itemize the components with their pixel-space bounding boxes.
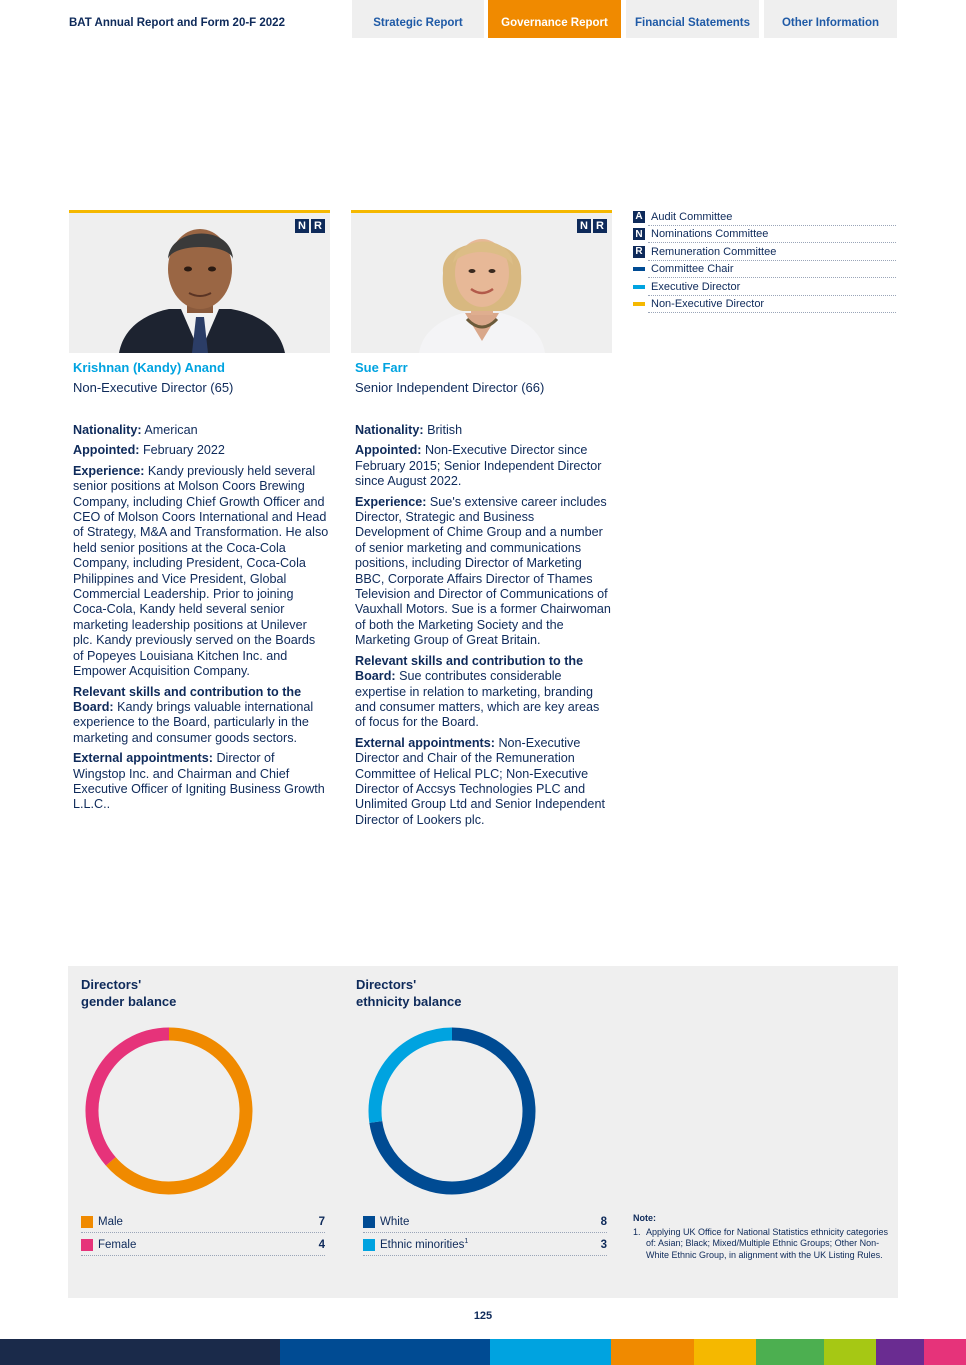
- director-bio: [73, 423, 329, 818]
- ethnicity-stats: [363, 1210, 607, 1256]
- director-name: Krishnan (Kandy) Anand: [73, 360, 225, 375]
- legend-item: [633, 261, 896, 279]
- committee-badges: [577, 219, 607, 233]
- legend-item: [633, 243, 896, 261]
- stat-value: 8: [600, 1215, 607, 1228]
- stat-value: 3: [600, 1238, 607, 1251]
- skills-label: Relevant skills and contribution to the Board:: [73, 684, 302, 714]
- ethnic-minorities-swatch: [363, 1239, 375, 1251]
- legend-item: [633, 226, 896, 244]
- nationality-value: American: [144, 423, 198, 437]
- footer-stripe-segment: [876, 1339, 924, 1365]
- footer-stripe-segment: [756, 1339, 824, 1365]
- nominations-badge: N: [295, 219, 309, 233]
- footer-stripe-segment: [280, 1339, 490, 1365]
- ethnicity-title-line1: Directors': [356, 977, 417, 992]
- director-photo-farr: [351, 210, 612, 353]
- white-swatch: [363, 1216, 375, 1228]
- non-executive-director-bar-icon: [633, 302, 645, 306]
- footer-stripe-segment: [611, 1339, 694, 1365]
- donut-segment-male: [111, 1034, 246, 1188]
- committee-chair-bar-icon: [633, 267, 645, 271]
- stat-row-ethnic-minorities: [363, 1233, 607, 1256]
- skills-text: Kandy brings valuable international experience to the Board, particularly in the marketing and consumer goods sectors.: [73, 699, 314, 745]
- nationality-value: British: [427, 423, 463, 437]
- stat-row-female: [81, 1233, 325, 1256]
- gender-title-line2: gender balance: [81, 994, 177, 1009]
- female-swatch: [81, 1239, 93, 1251]
- legend-item: [633, 208, 896, 226]
- external-text: Director of Wingstop Inc. and Chairman and Chief Executive Officer of Igniting Business Growth L.L.C..: [73, 751, 325, 812]
- footer-stripe-segment: [490, 1339, 611, 1365]
- remuneration-badge: R: [311, 219, 325, 233]
- skills-label: Relevant skills and contribution to the Board:: [355, 653, 584, 684]
- gender-stats: [81, 1210, 325, 1256]
- footer-stripe-segment: [694, 1339, 756, 1365]
- legend-label: Non-Executive Director: [651, 298, 765, 311]
- stat-row-white: [363, 1210, 607, 1233]
- stat-value: 7: [318, 1215, 325, 1228]
- legend-label: Nominations Committee: [651, 228, 769, 241]
- footnote-marker: 1: [464, 1238, 469, 1246]
- portrait-female-image: [351, 213, 612, 353]
- legend-label: Committee Chair: [651, 263, 734, 276]
- portrait-male-image: [69, 213, 330, 353]
- gender-title-line1: Directors': [81, 977, 142, 992]
- remuneration-badge: R: [593, 219, 607, 233]
- footer-stripe-segment: [924, 1339, 966, 1365]
- footer-stripe-segment: [824, 1339, 876, 1365]
- stat-row-male: [81, 1210, 325, 1233]
- experience-label: Experience:: [355, 494, 427, 509]
- gender-chart-title: [81, 976, 176, 1010]
- experience-label: Experience:: [73, 463, 145, 478]
- director-role: Senior Independent Director (66): [355, 380, 545, 395]
- tab-governance-report[interactable]: Governance Report: [488, 0, 621, 38]
- appointed-value: February 2022: [142, 443, 225, 458]
- legend-item: [633, 278, 896, 296]
- note-text: Applying UK Office for National Statistics ethnicity categories of: Asian; Black; Mixed/Multiple Ethnic Groups; Other Non-White Ethnic Group, in alignment with the UK Listing Rules.: [646, 1226, 888, 1260]
- stat-label: White: [380, 1215, 410, 1228]
- stat-label: Ethnic minorities: [380, 1238, 465, 1251]
- legend-label: Audit Committee: [651, 210, 733, 223]
- donut-segment-female: [92, 1034, 169, 1161]
- external-label: External appointments:: [73, 751, 213, 766]
- donut-segment-ethnic-minorities: [375, 1034, 452, 1122]
- remuneration-badge-icon: R: [633, 246, 645, 258]
- chart-note: [633, 1213, 888, 1261]
- nominations-badge: N: [577, 219, 591, 233]
- nationality-label: Nationality:: [355, 423, 424, 437]
- director-role: Non-Executive Director (65): [73, 380, 234, 395]
- committee-badges: [295, 219, 325, 233]
- audit-badge-icon: A: [633, 211, 645, 223]
- external-text: Non-Executive Director and Chair of the Remuneration Committee of Helical PLC; Non-Executive Director of Accsys Technologies PLC and Unlimited Group Ltd and Senior Independent Director of Lookers plc.: [355, 735, 605, 827]
- stat-value: 4: [318, 1238, 325, 1251]
- legend-label: Executive Director: [651, 280, 741, 293]
- appointed-label: Appointed:: [355, 443, 422, 458]
- appointed-value: Non-Executive Director since February 2015; Senior Independent Director since August 2022.: [355, 443, 602, 489]
- footer-stripe-segment: [0, 1339, 280, 1365]
- director-photo-anand: [69, 210, 330, 353]
- document-title: BAT Annual Report and Form 20-F 2022: [69, 17, 285, 29]
- note-heading: Note:: [633, 1213, 656, 1223]
- experience-text: Kandy previously held several senior positions at Molson Coors Brewing Company, including Chief Growth Officer and CEO of Molson Coors International and Head of Strategy, M&A and Transformation. He also held senior positions at the Coca-Cola Company, including President, Coca-Cola Philippines and Vice President, Global Commercial Leadership. Prior to joining Coca-Cola, Kandy held several senior marketing leadership positions at Unilever plc. Kandy previously served on the Boards of Popeyes Louisiana Kitchen Inc. and Empower Acquisition Company.: [73, 463, 329, 679]
- gender-donut-chart: [83, 1025, 255, 1197]
- experience-text: Sue's extensive career includes Director, Strategic and Business Development of Chime Group and a number of senior marketing and communications positions, including Director of Marketing BBC, Corporate Affairs Director of Thames Television and Director of Communications of Vauxhall Motors. Sue is a former Chairwoman of both the Marketing Society and the Marketing Group of Great Britain.: [355, 494, 611, 648]
- note-number: 1.: [633, 1226, 641, 1237]
- stat-label: Female: [98, 1238, 137, 1251]
- executive-director-bar-icon: [633, 285, 645, 289]
- male-swatch: [81, 1216, 93, 1228]
- nominations-badge-icon: N: [633, 228, 645, 240]
- director-bio: [355, 423, 611, 833]
- committee-legend: [633, 208, 896, 313]
- legend-label: Remuneration Committee: [651, 245, 777, 258]
- nationality-label: Nationality:: [73, 423, 142, 437]
- stat-label: Male: [98, 1215, 123, 1228]
- external-label: External appointments:: [355, 735, 495, 750]
- skills-text: Sue contributes considerable expertise in relation to marketing, branding and consumer matters, which are key areas of focus for the Board.: [355, 669, 600, 730]
- appointed-label: Appointed:: [73, 443, 140, 458]
- page-number: 125: [473, 1310, 493, 1322]
- tab-strategic-report[interactable]: Strategic Report: [352, 0, 484, 38]
- ethnicity-chart-title: [356, 976, 461, 1010]
- tab-other-information[interactable]: Other Information: [764, 0, 897, 38]
- ethnicity-title-line2: ethnicity balance: [356, 994, 462, 1009]
- tab-financial-statements[interactable]: Financial Statements: [626, 0, 759, 38]
- director-name: Sue Farr: [355, 360, 408, 375]
- ethnicity-donut-chart: [366, 1025, 538, 1197]
- legend-item: [633, 296, 896, 314]
